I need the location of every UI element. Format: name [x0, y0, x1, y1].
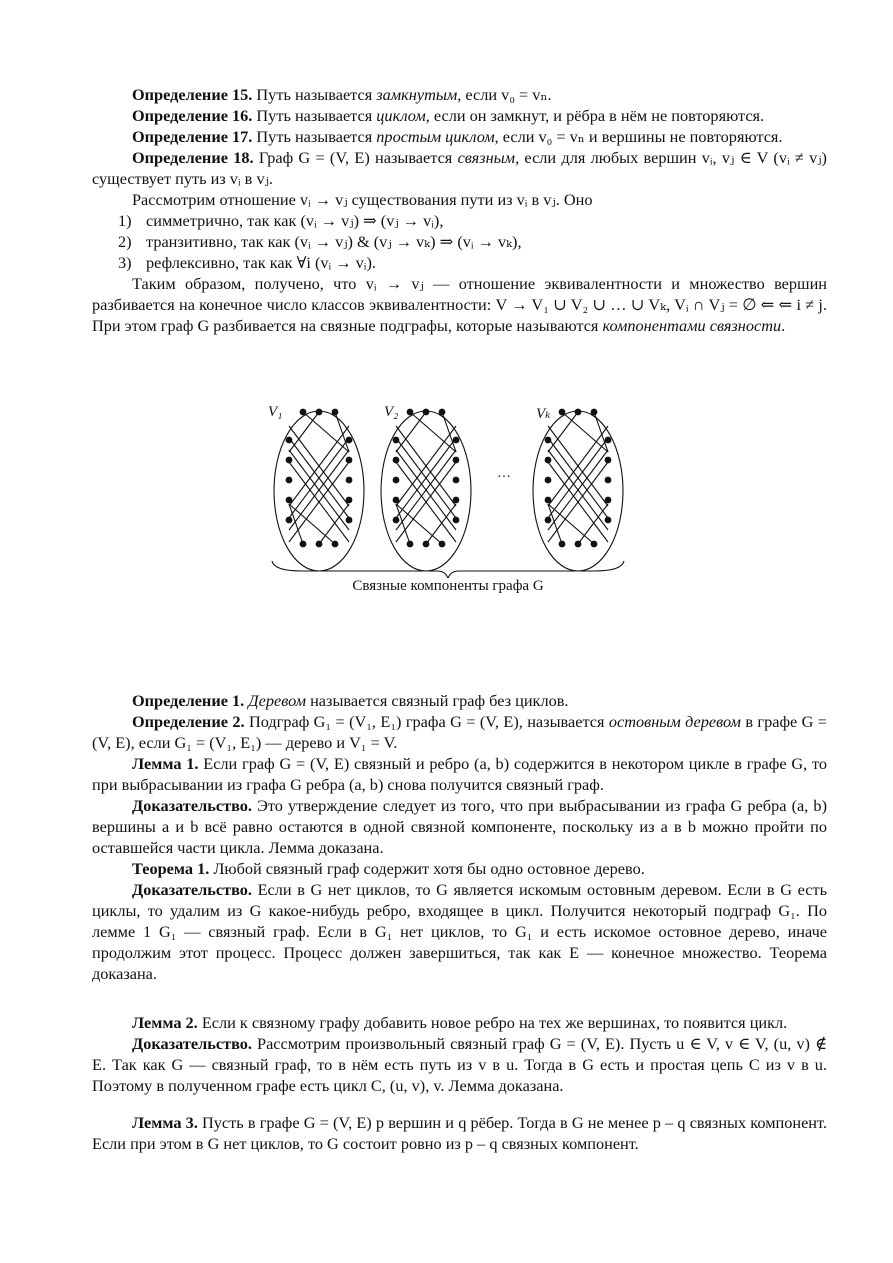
graph-vertex	[439, 541, 446, 548]
definition-label: Определение 1.	[132, 691, 245, 710]
graph-vertex	[346, 477, 353, 484]
section-trees	[92, 690, 827, 984]
graph-vertex	[545, 437, 552, 444]
graph-vertex	[393, 497, 400, 504]
section-lemma-2	[92, 1012, 827, 1096]
definition-1: Определение 1. Деревом называется связный граф без циклов.	[132, 691, 569, 710]
graph-vertex	[423, 409, 430, 416]
lemma-1: Лемма 1. Если граф G = (V, E) связный и ребро (a, b) содержится в некотором цикле в графе G, то при выбрасывании из графа G ребра (a, b) снова получится связный граф.	[92, 754, 827, 794]
proof-label: Доказательство.	[132, 796, 252, 815]
components-figure	[262, 398, 634, 598]
graph-edges	[289, 412, 608, 544]
component-ellipses	[274, 411, 623, 571]
component-label-v1: V₁	[268, 404, 283, 420]
graph-vertex	[286, 457, 293, 464]
graph-vertex	[346, 497, 353, 504]
proof-label: Доказательство.	[132, 880, 252, 899]
graph-vertex	[407, 541, 414, 548]
lemma-label: Лемма 2.	[132, 1013, 198, 1032]
graph-vertex	[346, 517, 353, 524]
graph-vertex	[300, 409, 307, 416]
property-item: 3) рефлексивно, так как ∀i (vᵢ → vᵢ).	[118, 253, 376, 272]
theorem-label: Теорема 1.	[132, 859, 210, 878]
ellipsis: …	[497, 466, 512, 481]
graph-vertex	[300, 541, 307, 548]
graph-vertex	[286, 497, 293, 504]
relation-intro: Рассмотрим отношение vᵢ → vⱼ существования пути из vᵢ в vⱼ. Оно	[132, 190, 593, 209]
definition-label: Определение 16.	[132, 106, 253, 125]
theorem-1: Теорема 1. Любой связный граф содержит хотя бы одно остовное дерево.	[132, 859, 645, 878]
graph-vertex	[575, 541, 582, 548]
definition-label: Определение 17.	[132, 127, 253, 146]
property-item: 1) симметрично, так как (vᵢ → vⱼ) ⇒ (vⱼ → vᵢ),	[118, 211, 444, 230]
graph-vertex	[316, 409, 323, 416]
graph-vertex	[393, 477, 400, 484]
term: остовным деревом	[608, 712, 741, 731]
figure-caption: Связные компоненты графа G	[352, 578, 544, 594]
brace	[272, 561, 624, 578]
graph-vertex	[575, 409, 582, 416]
conclusion-paragraph: Таким образом, получено, что vᵢ → vⱼ — отношение эквивалентности и множество вершин разбивается на конечное число классов эквивалентности: V → V₁ ∪ V₂ ∪ … ∪ Vₖ, Vᵢ ∩ Vⱼ = ∅ ⇐ ⇐ i ≠ j. При этом граф G разбивается на связные подграфы, которые называются компонентами связности.	[92, 274, 827, 335]
definition-label: Определение 18.	[132, 148, 254, 167]
graph-vertex	[605, 477, 612, 484]
graph-vertex	[286, 477, 293, 484]
graph-vertex	[605, 437, 612, 444]
graph-vertex	[545, 517, 552, 524]
definition-label: Определение 2.	[132, 712, 245, 731]
term: замкнутым	[376, 85, 458, 104]
definition-2: Определение 2. Подграф G₁ = (V₁, E₁) графа G = (V, E), называется остовным деревом в графе G = (V, E), если G₁ = (V₁, E₁) — дерево и V₁ = V.	[92, 712, 827, 752]
graph-vertex	[423, 541, 430, 548]
proof-theorem-1: Доказательство. Если в G нет циклов, то G является искомым остовным деревом. Если в G есть циклы, то удалим из G какое-нибудь ребро, входящее в цикл. Получится некоторый подграф G₁. По лемме 1 G₁ — связный граф. Если в G₁ нет циклов, то G₁ и есть искомое остовное дерево, иначе продолжим этот процесс. Процесс должен завершиться, так как E — конечное множество. Теорема доказана.	[92, 880, 827, 983]
proof-lemma-1: Доказательство. Это утверждение следует из того, что при выбрасывании из графа G ребра (a, b) вершины a и b всё равно остаются в одной связной компоненте, поскольку из a в b можно пройти по оставшейся части цикла. Лемма доказана.	[92, 796, 827, 857]
graph-vertex	[316, 541, 323, 548]
graph-vertex	[286, 517, 293, 524]
graph-vertex	[545, 497, 552, 504]
graph-vertex	[605, 457, 612, 464]
graph-vertex	[453, 477, 460, 484]
property-item: 2) транзитивно, так как (vᵢ → vⱼ) & (vⱼ → vₖ) ⇒ (vᵢ → vₖ),	[118, 232, 522, 251]
term: простым циклом	[376, 127, 495, 146]
lemma-label: Лемма 3.	[132, 1113, 198, 1132]
graph-vertex	[559, 541, 566, 548]
graph-vertex	[453, 437, 460, 444]
term: циклом	[376, 106, 426, 125]
components-diagram	[262, 398, 634, 578]
definition-16: Определение 16. Путь называется циклом, если он замкнут, и рёбра в нём не повторяются.	[132, 106, 765, 125]
definition-15: Определение 15. Путь называется замкнутым, если v₀ = vₙ.	[132, 85, 552, 104]
graph-vertex	[346, 437, 353, 444]
graph-vertex	[393, 517, 400, 524]
graph-vertex	[453, 497, 460, 504]
graph-vertex	[407, 409, 414, 416]
graph-vertex	[439, 409, 446, 416]
term: Деревом	[248, 691, 307, 710]
graph-vertex	[591, 541, 598, 548]
lemma-3: Лемма 3. Пусть в графе G = (V, E) p вершин и q рёбер. Тогда в G не менее p – q связных компонент. Если при этом в G нет циклов, то G состоит ровно из p – q связных компонент.	[92, 1113, 827, 1153]
graph-vertex	[393, 457, 400, 464]
graph-vertex	[453, 457, 460, 464]
definition-17: Определение 17. Путь называется простым циклом, если v₀ = vₙ и вершины не повторяются.	[132, 127, 783, 146]
graph-vertex	[393, 437, 400, 444]
component-label-v2: V₂	[384, 404, 399, 420]
lemma-label: Лемма 1.	[132, 754, 199, 773]
graph-vertex	[332, 541, 339, 548]
proof-label: Доказательство.	[132, 1034, 252, 1053]
term: компонентами связности	[602, 316, 782, 335]
component-label-vk: Vₖ	[536, 406, 551, 422]
section-lemma-3	[92, 1112, 827, 1154]
definition-18: Определение 18. Граф G = (V, E) называется связным, если для любых вершин vᵢ, vⱼ ∈ V (vᵢ ≠ vⱼ) существует путь из vᵢ в vⱼ.	[92, 148, 827, 188]
graph-vertex	[545, 457, 552, 464]
graph-vertex	[605, 517, 612, 524]
graph-vertex	[286, 437, 293, 444]
graph-vertex	[545, 477, 552, 484]
graph-vertex	[332, 409, 339, 416]
section-connectivity	[92, 84, 827, 336]
graph-vertex	[559, 409, 566, 416]
proof-lemma-2: Доказательство. Рассмотрим произвольный связный граф G = (V, E). Пусть u ∈ V, v ∈ V, (u, v) ∉ E. Так как G — связный граф, то в нём есть путь из v в u. Тогда в G есть и простая цепь C из v в u. Поэтому в полученном графе есть цикл C, (u, v), v. Лемма доказана.	[92, 1034, 827, 1095]
graph-vertex	[605, 497, 612, 504]
graph-vertex	[591, 409, 598, 416]
lemma-2: Лемма 2. Если к связному графу добавить новое ребро на тех же вершинах, то появится цикл.	[132, 1013, 788, 1032]
graph-vertex	[453, 517, 460, 524]
definition-label: Определение 15.	[132, 85, 253, 104]
graph-vertex	[346, 457, 353, 464]
term: связным	[457, 148, 516, 167]
